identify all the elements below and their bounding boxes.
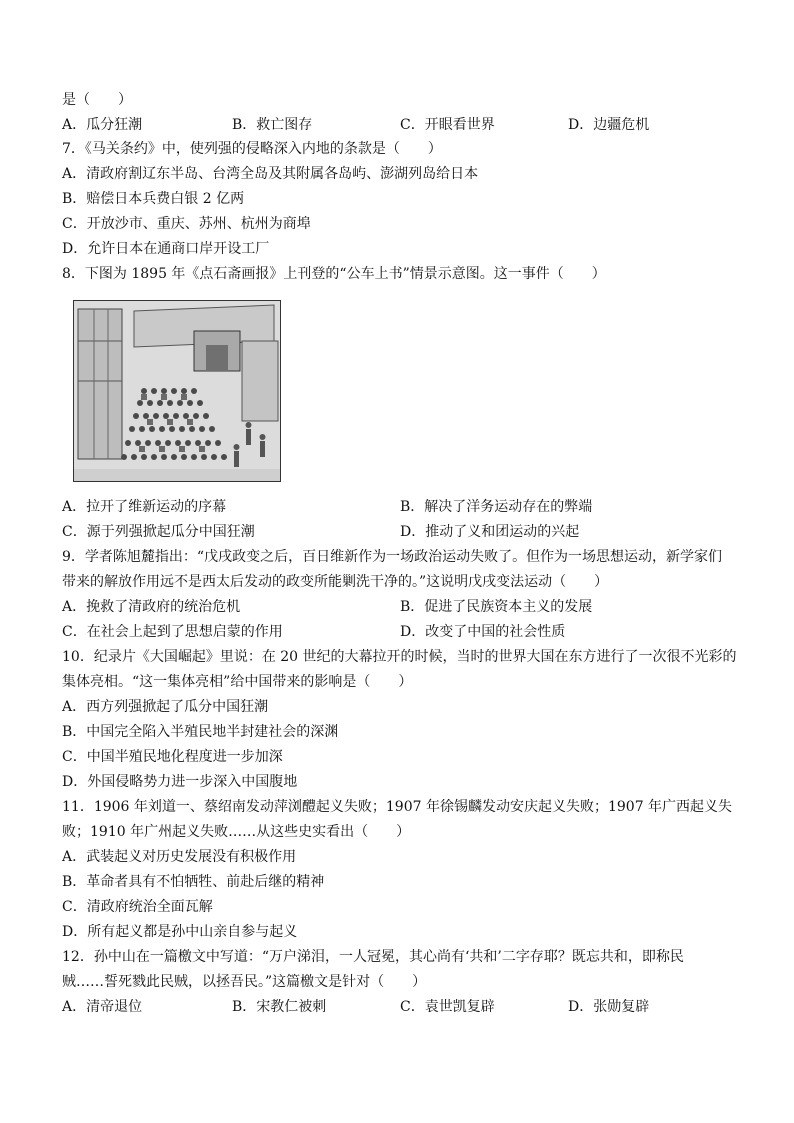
q8-option-d: D．推动了义和团运动的兴起 xyxy=(400,524,580,540)
q10-stem-line1: 10．纪录片《大国崛起》里说：在 20 世纪的大幕拉开的时候，当时的世界大国在东方进行了一次很不光彩的 xyxy=(62,649,737,665)
q12-stem-line2: 贼……誓死戮此民贼，以拯吾民。”这篇檄文是针对（ ） xyxy=(62,974,427,990)
q8-option-a: A．拉开了维新运动的序幕 xyxy=(62,499,227,515)
q11-option-c: C．清政府统治全面瓦解 xyxy=(62,899,213,915)
gongche-shangshu-illustration xyxy=(73,300,281,482)
q6-option-d: D．边疆危机 xyxy=(568,117,650,133)
q12-stem-line1: 12．孙中山在一篇檄文中写道：“万户涕泪，一人冠冕，其心尚有‘共和’二字存耶？既忘共和，即称民 xyxy=(62,949,684,965)
q12-option-c: C．袁世凯复辟 xyxy=(400,999,495,1015)
q11-option-a: A．武装起义对历史发展没有积极作用 xyxy=(62,849,297,865)
q8-option-b: B．解决了洋务运动存在的弊端 xyxy=(400,499,593,515)
q7-option-a: A．清政府割辽东半岛、台湾全岛及其附属各岛屿、澎湖列岛给日本 xyxy=(62,166,479,182)
q11-option-b: B．革命者具有不怕牺牲、前赴后继的精神 xyxy=(62,874,325,890)
q12-option-a: A．清帝退位 xyxy=(62,999,143,1015)
q10-option-a: A．西方列强掀起了瓜分中国狂潮 xyxy=(62,699,269,715)
q8-option-c: C．源于列强掀起瓜分中国狂潮 xyxy=(62,524,255,540)
q12-option-b: B．宋教仁被刺 xyxy=(232,999,327,1015)
q10-option-b: B．中国完全陷入半殖民地半封建社会的深渊 xyxy=(62,724,339,740)
q9-stem-line1: 9．学者陈旭麓指出：“戊戌政变之后，百日维新作为一场政治运动失败了。但作为一场思想运动，新学家们 xyxy=(62,549,723,565)
q10-option-c: C．中国半殖民地化程度进一步加深 xyxy=(62,749,283,765)
q12-option-d: D．张勋复辟 xyxy=(568,999,650,1015)
q9-option-d: D．改变了中国的社会性质 xyxy=(400,624,566,640)
q11-option-d: D．所有起义都是孙中山亲自参与起义 xyxy=(62,924,298,940)
q7-option-b: B．赔偿日本兵费白银 2 亿两 xyxy=(62,191,245,207)
q9-option-c: C．在社会上起到了思想启蒙的作用 xyxy=(62,624,283,640)
q9-option-b: B．促进了民族资本主义的发展 xyxy=(400,599,593,615)
q7-option-c: C．开放沙市、重庆、苏州、杭州为商埠 xyxy=(62,216,311,232)
q10-option-d: D．外国侵略势力进一步深入中国腹地 xyxy=(62,774,298,790)
q7-stem: 7．《马关条约》中，使列强的侵略深入内地的条款是（ ） xyxy=(62,141,442,157)
q7-option-d: D．允许日本在通商口岸开设工厂 xyxy=(62,241,270,257)
q9-option-a: A．挽救了清政府的统治危机 xyxy=(62,599,241,615)
q11-stem-line1: 11．1906 年刘道一、蔡绍南发动萍浏醴起义失败；1907 年徐锡麟发动安庆起义失败；1907 年广西起义失 xyxy=(62,799,733,815)
q9-stem-line2: 带来的解放作用远不是西太后发动的政变所能剿洗干净的。”这说明戊戌变法运动（ ） xyxy=(62,574,609,590)
q6-option-a: A．瓜分狂潮 xyxy=(62,117,143,133)
q8-stem: 8．下图为 1895 年《点石斋画报》上刊登的“公车上书”情景示意图。这一事件（ ） xyxy=(62,266,606,282)
q6-option-b: B．救亡图存 xyxy=(232,117,313,133)
q6-option-c: C．开眼看世界 xyxy=(400,117,495,133)
q11-stem-line2: 败；1910 年广州起义失败……从这些史实看出（ ） xyxy=(62,824,411,840)
q10-stem-line2: 集体亮相。“这一集体亮相”给中国带来的影响是（ ） xyxy=(62,674,413,690)
q6-stem-tail: 是（ ） xyxy=(62,92,132,108)
